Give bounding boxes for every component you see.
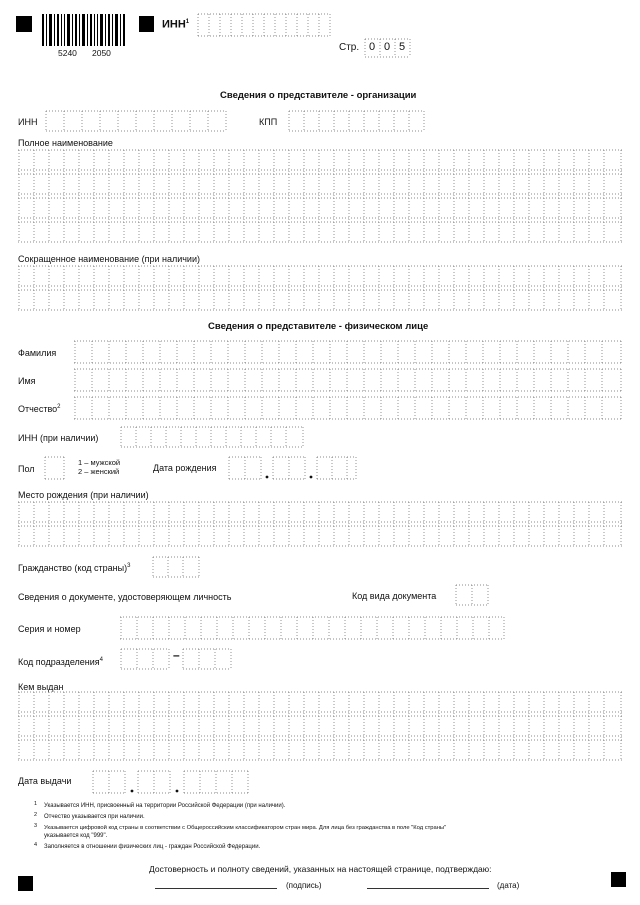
citizenship-text: Гражданство (код страны) [18,563,128,573]
footnote-2-text: Отчество указывается при наличии. [44,814,145,820]
corner-marker-bottom-left [18,876,33,891]
footnote-2-number: 2 [34,812,38,818]
division-text: Код подразделения [18,657,100,667]
birth-date-label: Дата рождения [153,463,217,473]
page-digit-2: 0 [384,41,391,53]
org-full-name-cells[interactable] [18,148,624,244]
corner-marker-top-left [16,16,32,32]
barcode-image [42,14,126,46]
birth-place-cells[interactable] [18,500,624,548]
patronymic-sup: 2 [57,404,61,410]
footnote-1-number: 1 [34,801,38,807]
org-short-name-label: Сокращенное наименование (при наличии) [18,254,200,264]
doc-type-cells[interactable] [455,584,491,606]
corner-marker-bottom-right [611,872,626,887]
division-cells-left[interactable] [120,648,172,670]
person-section-title: Сведения о представителе - физическом лице [208,321,429,332]
signature-line[interactable] [155,888,277,889]
header-inn-sup: 1 [185,19,190,25]
name-label: Имя [18,376,36,386]
division-cells-right[interactable] [182,648,234,670]
date-caption: (дата) [497,881,520,890]
birth-place-label: Место рождения (при наличии) [18,490,149,500]
footnote-4-number: 4 [34,842,38,848]
header-inn-text: ИНН [162,18,186,31]
citizenship-cells[interactable] [152,556,202,578]
issue-date-cells[interactable] [92,770,250,794]
sex-cell[interactable] [44,456,66,480]
footnote-1-text: Указывается ИНН, присвоенный на территории Российской Федерации (при наличии). [44,803,286,809]
signature-caption: (подпись) [286,881,322,890]
barcode-number-right: 2050 [92,48,111,58]
footnote-4-text: Заполняется в отношении физических лиц - граждан Российской Федерации. [44,844,261,850]
corner-marker-top-mid [139,16,154,32]
footnote-3-number: 3 [34,823,38,829]
sex-option-female: 2 – женский [78,467,120,476]
patronymic-text: Отчество [18,404,58,414]
header-inn-label [162,17,189,31]
signature-statement: Достоверность и полноту сведений, указанных на настоящей странице, подтверждаю: [149,864,492,874]
sex-label: Пол [18,464,35,474]
doc-type-label: Код вида документа [352,591,437,601]
division-dash: – [173,648,180,662]
org-inn-cells[interactable] [45,110,231,132]
surname-cells[interactable] [74,340,624,364]
org-kpp-label: КПП [259,117,278,127]
citizenship-sup: 3 [127,563,131,569]
birth-date-cells[interactable] [228,456,358,480]
surname-label: Фамилия [18,348,57,358]
sex-option-male: 1 – мужской [78,458,121,467]
header-inn-cells[interactable] [197,13,337,37]
footnote-3-text: Указывается цифровой код страны в соответствии с Общероссийским классификатором стран мира. Для лица без гражданства в поле "Код страны" [44,825,447,831]
page-digit-3: 5 [399,41,406,53]
series-label: Серия и номер [18,624,81,634]
citizenship-label [18,561,130,574]
division-label [18,655,103,668]
footnote-3-text-line2: указывается код "999". [44,833,108,839]
patronymic-cells[interactable] [74,396,624,420]
barcode-number-left: 5240 [58,48,77,58]
person-inn-cells[interactable] [120,426,306,448]
org-full-name-label: Полное наименование [18,138,113,148]
name-cells[interactable] [74,368,624,392]
issue-date-label: Дата выдачи [18,776,72,786]
issued-by-label: Кем выдан [18,682,64,692]
org-inn-label: ИНН [18,117,38,127]
document-label: Сведения о документе, удостоверяющем личность [18,592,232,602]
org-section-title: Сведения о представителе - организации [220,90,417,101]
person-inn-label: ИНН (при наличии) [18,433,99,443]
date-line[interactable] [367,888,489,889]
org-short-name-cells[interactable] [18,264,624,312]
org-kpp-cells[interactable] [288,110,428,132]
series-cells[interactable] [120,616,506,640]
page-label: Стр. [339,42,360,53]
division-sup: 4 [99,657,104,663]
issued-by-cells[interactable] [18,690,624,762]
patronymic-label [18,402,60,415]
page-digit-1: 0 [369,41,376,53]
